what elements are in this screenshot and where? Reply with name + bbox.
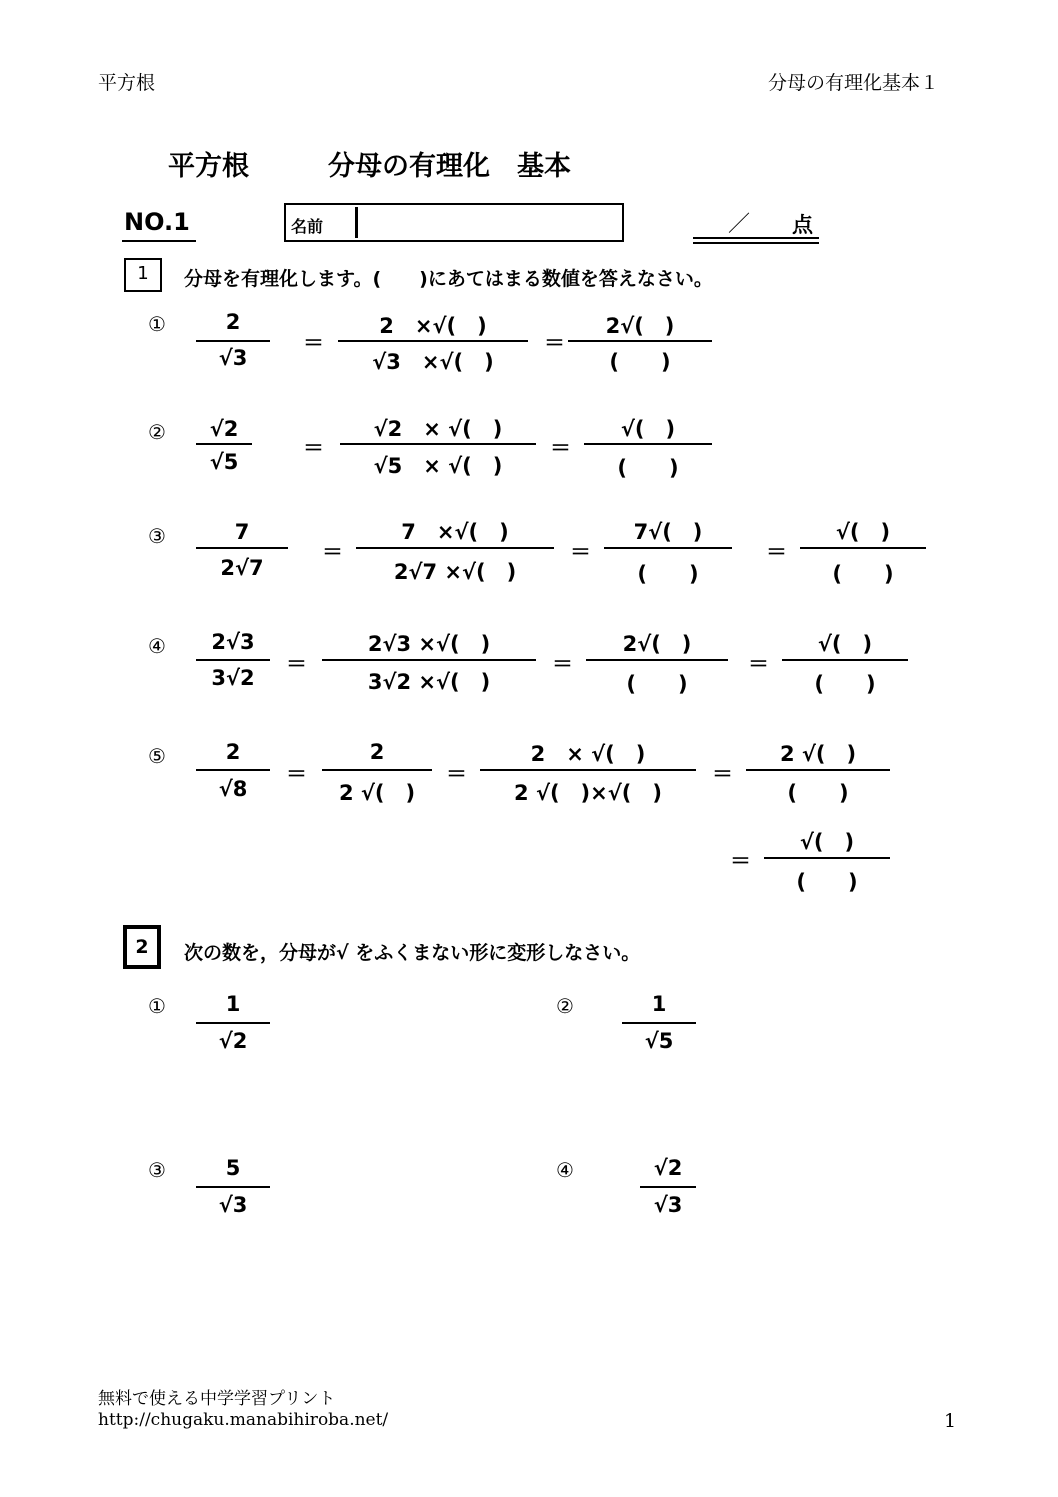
p4-d-den: ( ) — [814, 672, 876, 696]
p2-a-den: √5 — [209, 450, 239, 474]
s2-item2-num: 1 — [651, 992, 667, 1016]
s2-item3-num: 5 — [225, 1156, 241, 1180]
p2-eq1: ＝ — [303, 436, 324, 460]
p4-d-num: √( ) — [817, 632, 873, 656]
page-subtitle: 分母の有理化 基本 — [328, 151, 571, 182]
p5-c-den: 2 √( )×√( ) — [514, 781, 662, 805]
p5-eq3: ＝ — [712, 762, 733, 786]
p5-e-line — [764, 857, 890, 859]
p2-b-den: √5 × √( ) — [373, 454, 503, 478]
section1-number: 1 — [137, 263, 149, 284]
s2-item3-den: √3 — [218, 1193, 248, 1217]
p1-b-num: 2 ×√( ) — [379, 314, 487, 338]
p3-eq1: ＝ — [322, 540, 343, 564]
p1-eq1: ＝ — [303, 331, 324, 355]
s2-item1-num: 1 — [225, 992, 241, 1016]
section1-instruction: 分母を有理化します。( )にあてはまる数値を答えなさい。 — [184, 268, 713, 290]
no-underline — [122, 240, 196, 242]
section2-instruction: 次の数を，分母が√ をふくまない形に変形しなさい。 — [184, 942, 641, 964]
p2-c-line — [584, 443, 712, 445]
p3-b-line — [356, 547, 554, 549]
p5-eq1: ＝ — [286, 762, 307, 786]
p5-a-num: 2 — [225, 740, 241, 764]
score-line-2 — [693, 242, 819, 244]
p1-a-line — [196, 340, 270, 342]
p5-d-num: 2 √( ) — [779, 742, 857, 766]
p3-d-num: √( ) — [835, 520, 891, 544]
p3-c-den: ( ) — [637, 562, 699, 586]
p2-c-den: ( ) — [617, 456, 679, 480]
score-label: 点 — [792, 213, 813, 237]
name-input[interactable] — [360, 209, 618, 237]
s2-item3-line — [196, 1186, 270, 1188]
s2-item4-den: √3 — [653, 1193, 683, 1217]
p4-a-line — [196, 659, 270, 661]
p3-a-num: 7 — [234, 520, 250, 544]
p1-c-line — [568, 340, 712, 342]
name-divider — [355, 207, 358, 238]
p4-eq3: ＝ — [748, 652, 769, 676]
p1-a-den: √3 — [218, 346, 248, 370]
s2-item2-line — [622, 1022, 696, 1024]
footer-site-name: 無料で使える中学学習プリント — [98, 1389, 336, 1409]
s2-item4-label: ④ — [556, 1158, 574, 1182]
p4-a-den: 3√2 — [211, 666, 255, 690]
p5-d-line — [746, 769, 890, 771]
p5-b-den: 2 √( ) — [338, 781, 416, 805]
p4-eq2: ＝ — [552, 652, 573, 676]
p3-b-den: 2√7 ×√( ) — [393, 560, 517, 584]
p5-b-line — [322, 769, 432, 771]
p5-label: ⑤ — [148, 744, 166, 768]
p3-b-num: 7 ×√( ) — [401, 520, 509, 544]
p1-c-den: ( ) — [609, 350, 671, 374]
s2-item2-label: ② — [556, 994, 574, 1018]
p4-c-num: 2√( ) — [622, 632, 692, 656]
p2-c-num: √( ) — [620, 417, 676, 441]
p1-b-line — [338, 340, 528, 342]
header-left: 平方根 — [98, 72, 156, 94]
p5-e-num: √( ) — [799, 830, 855, 854]
s2-item4-num: √2 — [653, 1156, 683, 1180]
header-right: 分母の有理化基本１ — [768, 72, 940, 94]
p3-eq3: ＝ — [766, 540, 787, 564]
s2-item1-label: ① — [148, 994, 166, 1018]
p3-a-line — [196, 547, 288, 549]
score-line-1 — [693, 237, 819, 239]
p5-eq4: ＝ — [730, 849, 751, 873]
p5-a-den: √8 — [218, 777, 248, 801]
p3-a-den: 2√7 — [220, 556, 264, 580]
name-label: 名前 — [291, 217, 324, 236]
no-label: NO.1 — [124, 208, 190, 236]
p3-label: ③ — [148, 524, 166, 548]
p4-label: ④ — [148, 634, 166, 658]
score-slash: ／ — [728, 212, 751, 237]
p3-c-num: 7√( ) — [633, 520, 703, 544]
p5-a-line — [196, 769, 270, 771]
p2-b-num: √2 × √( ) — [373, 417, 503, 441]
p2-a-num: √2 — [209, 417, 239, 441]
p3-eq2: ＝ — [570, 540, 591, 564]
p5-d-den: ( ) — [787, 781, 849, 805]
p4-eq1: ＝ — [286, 652, 307, 676]
p4-c-line — [586, 659, 728, 661]
p3-c-line — [604, 547, 732, 549]
p4-b-num: 2√3 ×√( ) — [367, 632, 491, 656]
s2-item2-den: √5 — [644, 1029, 674, 1053]
p5-b-num: 2 — [369, 740, 385, 764]
footer-url[interactable]: http://chugaku.manabihiroba.net/ — [98, 1410, 389, 1430]
p5-c-line — [480, 769, 696, 771]
p5-c-num: 2 × √( ) — [530, 742, 646, 766]
p5-eq2: ＝ — [446, 762, 467, 786]
p1-eq2: ＝ — [544, 331, 565, 355]
s2-item1-line — [196, 1022, 270, 1024]
p4-b-den: 3√2 ×√( ) — [367, 670, 491, 694]
page-title: 平方根 — [168, 151, 249, 182]
p1-b-den: √3 ×√( ) — [372, 350, 494, 374]
section2-number: 2 — [135, 936, 149, 958]
p3-d-den: ( ) — [832, 562, 894, 586]
page-number: 1 — [944, 1410, 957, 1432]
p4-a-num: 2√3 — [211, 630, 255, 654]
p5-e-den: ( ) — [796, 870, 858, 894]
p1-label: ① — [148, 312, 166, 336]
p4-d-line — [782, 659, 908, 661]
p2-eq2: ＝ — [550, 436, 571, 460]
p1-c-num: 2√( ) — [605, 314, 675, 338]
p4-c-den: ( ) — [626, 672, 688, 696]
p2-b-line — [340, 443, 536, 445]
s2-item1-den: √2 — [218, 1029, 248, 1053]
p1-a-num: 2 — [225, 310, 241, 334]
s2-item3-label: ③ — [148, 1158, 166, 1182]
s2-item4-line — [640, 1186, 696, 1188]
p4-b-line — [322, 659, 536, 661]
p3-d-line — [800, 547, 926, 549]
p2-label: ② — [148, 420, 166, 444]
p2-a-line — [196, 443, 252, 445]
